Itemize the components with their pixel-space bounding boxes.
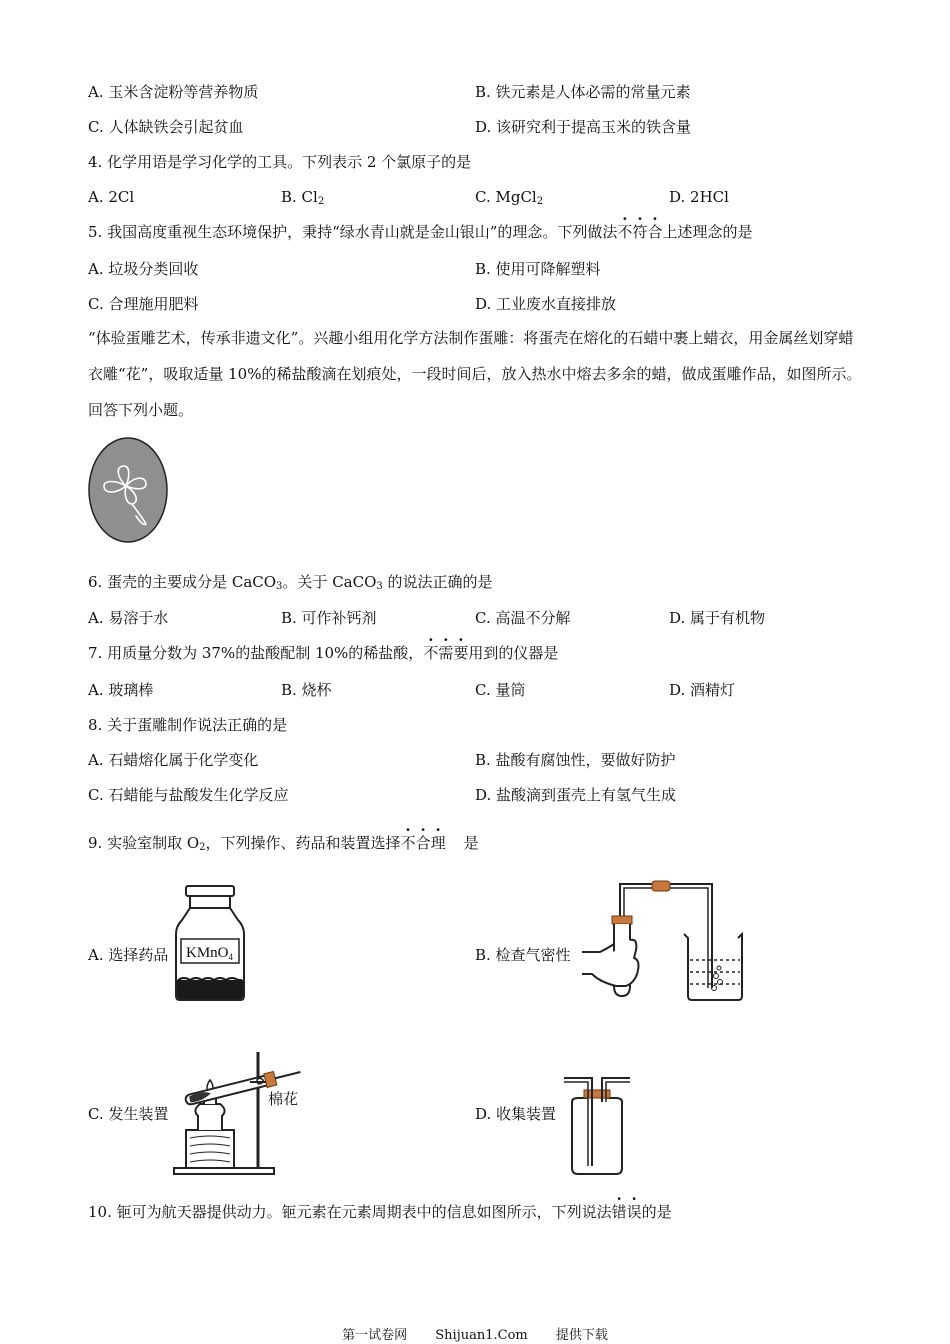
q3-option-d: D. 该研究利于提高玉米的铁含量 <box>475 118 692 136</box>
cotton-label: 棉花 <box>268 1092 299 1108</box>
airtightness-check-figure <box>580 878 745 1004</box>
q7-option-d: D. 酒精灯 <box>669 681 736 699</box>
q4-option-c: C. MgCl$_2$ <box>475 188 544 207</box>
egg-carving-passage: “体验蛋雕艺术，传承非遗文化”。兴趣小组用化学方法制作蛋雕：将蛋壳在熔化的石蜡中裹上蜡衣，用金属丝划穿蜡衣雕“花”，吸取适量 10%的稀盐酸滴在划痕处，一段时间后，放入热水中熔去多余的蜡，做成蛋雕作品，如图所示。回答下列小题。 <box>88 329 862 419</box>
egg-carving-figure <box>86 436 170 544</box>
q10-stem: 10. 钷可为航天器提供动力。钷元素在元素周期表中的信息如图所示，下列说法错误的是 <box>88 1203 672 1221</box>
q9-option-a: A. 选择药品 <box>88 946 169 964</box>
q4-option-b: B. $Cl_2$ <box>281 188 325 207</box>
q4-option-a: A. 2Cl <box>88 188 135 206</box>
q7-option-a: A. 玻璃棒 <box>88 681 154 699</box>
hand-icon <box>582 940 639 986</box>
kmno4-reagent-bottle-figure <box>172 884 248 1004</box>
q5-option-a: A. 垃圾分类回收 <box>88 260 199 278</box>
q6-option-c: C. 高温不分解 <box>475 609 571 627</box>
q3-option-b: B. 铁元素是人体必需的常量元素 <box>475 83 691 101</box>
q7-stem: 7. 用质量分数为 37%的盐酸配制 10%的稀盐酸，不需要用到的仪器是 <box>88 644 559 662</box>
q4-option-d: D. 2HCl <box>669 188 729 206</box>
q6-option-b: B. 可作补钙剂 <box>281 609 377 627</box>
q7-option-b: B. 烧杯 <box>281 681 332 699</box>
q5-option-d: D. 工业废水直接排放 <box>475 295 617 313</box>
footer-site-en: Shijuan1.Com <box>435 1328 528 1343</box>
q6-option-a: A. 易溶于水 <box>88 609 169 627</box>
q9-option-c: C. 发生装置 <box>88 1105 169 1123</box>
q8-option-d: D. 盐酸滴到蛋壳上有氢气生成 <box>475 786 677 804</box>
q8-option-b: B. 盐酸有腐蚀性，要做好防护 <box>475 751 676 769</box>
q6-stem: 6. 蛋壳的主要成分是 CaCO$_3$。关于 CaCO$_3$ 的说法正确的是 <box>88 573 493 592</box>
page-footer <box>0 1324 950 1343</box>
gas-generating-apparatus-figure <box>170 1046 310 1178</box>
q6-option-d: D. 属于有机物 <box>669 609 766 627</box>
q5-option-c: C. 合理施用肥料 <box>88 295 199 313</box>
q8-stem: 8. 关于蛋雕制作说法正确的是 <box>88 716 288 734</box>
q3-option-a: A. 玉米含淀粉等营养物质 <box>88 83 259 101</box>
footer-site-cn: 第一试卷网 <box>342 1328 408 1343</box>
bottle-label: KMnO$_4$ <box>186 945 234 962</box>
q9-option-b: B. 检查气密性 <box>475 946 571 964</box>
q7-option-c: C. 量筒 <box>475 681 526 699</box>
q3-option-c: C. 人体缺铁会引起贫血 <box>88 118 244 136</box>
gas-collection-bottle-figure <box>562 1072 632 1180</box>
q4-stem: 4. 化学用语是学习化学的工具。下列表示 2 个氯原子的是 <box>88 153 472 171</box>
q5-option-b: B. 使用可降解塑料 <box>475 260 601 278</box>
footer-action: 提供下载 <box>555 1328 608 1343</box>
q8-option-a: A. 石蜡熔化属于化学变化 <box>88 751 259 769</box>
q5-stem: 5. 我国高度重视生态环境保护，秉持“绿水青山就是金山银山”的理念。下列做法不符合上述理念的是 <box>88 223 753 241</box>
q8-option-c: C. 石蜡能与盐酸发生化学反应 <box>88 786 289 804</box>
q9-stem: 9. 实验室制取 $O_2$，下列操作、药品和装置选择不合理 是 <box>88 834 479 853</box>
q9-option-d: D. 收集装置 <box>475 1105 557 1123</box>
